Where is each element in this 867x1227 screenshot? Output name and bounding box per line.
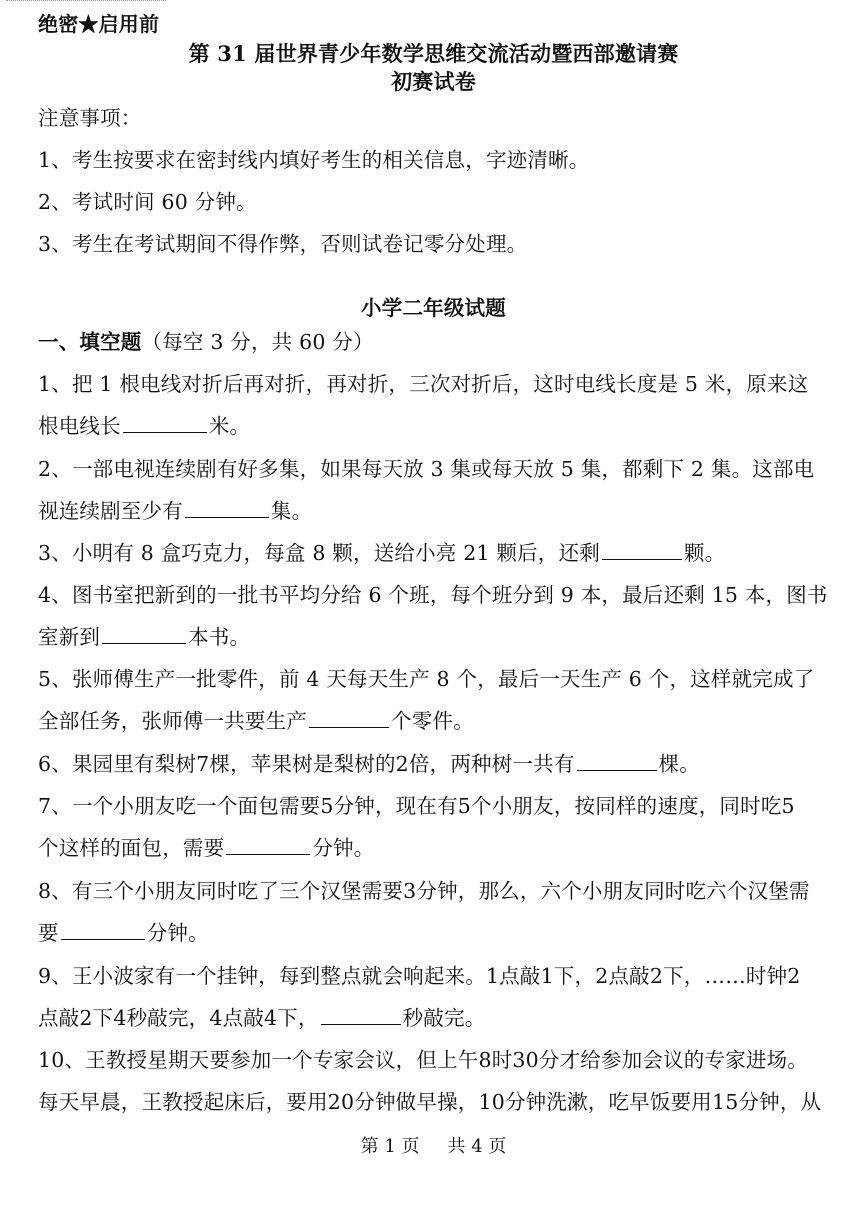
question-6 [38,750,837,778]
grade-title: 小学二年级试题 [361,296,506,320]
question-7-line-2 [38,834,837,862]
question-text: 分钟。 [146,921,209,945]
question-9-line-2 [38,1004,837,1032]
question-2-line-2 [38,497,837,525]
part1-heading [38,328,837,356]
notice-item-1: 1、考生按要求在密封线内填好考生的相关信息，字迹清晰。 [38,148,590,172]
page-footer [0,1135,867,1159]
question-text: 全部任务，张师傅一共要生产 [38,709,308,733]
question-4-line-1: 4、图书室把新到的一批书平均分给 6 个班，每个班分到 9 本，最后还剩 15 本，图书 [38,583,828,607]
question-2-line-1: 2、一部电视连续剧有好多集，如果每天放 3 集或每天放 5 集，都剩下 2 集。这部电 [38,457,815,481]
notice-item-3: 3、考生在考试期间不得作弊，否则试卷记零分处理。 [38,232,528,256]
question-5-line-1: 5、张师傅生产一批零件，前 4 天每天生产 8 个，最后一天生产 6 个，这样就完成了 [38,667,815,691]
question-1-line-1: 1、把 1 根电线对折后再对折，再对折，三次对折后，这时电线长度是 5 米，原来这 [38,372,809,396]
question-text: 6、果园里有梨树7棵，苹果树是梨树的2倍，两种树一共有 [38,752,575,776]
question-text: 本书。 [188,625,251,649]
question-text: 要 [38,921,59,945]
answer-blank-3[interactable] [602,539,682,560]
question-10-line-2: 每天早晨，王教授起床后，要用20分钟做早操，10分钟洗漱，吃早饭要用15分钟，从 [38,1090,822,1114]
question-text: 米。 [208,414,251,438]
question-text: 根电线长 [38,414,121,438]
top-edge-mark [6,0,166,7]
question-text: 分钟。 [312,836,375,860]
question-text: 点敲2下4秒敲完，4点敲4下， [38,1006,319,1030]
question-text: 视连续剧至少有 [38,499,183,523]
exam-title: 第 31 届世界青少年数学思维交流活动暨西部邀请赛 [188,41,679,66]
notice-item-2: 2、考试时间 60 分钟。 [38,190,257,214]
part1-label: 一、填空题 [38,330,142,354]
answer-blank-6[interactable] [577,750,657,771]
question-text: 个零件。 [391,709,474,733]
question-text: 颗。 [683,541,726,565]
question-text: 集。 [270,499,313,523]
question-8-line-2 [38,919,837,947]
question-text: 棵。 [658,752,700,776]
answer-blank-4[interactable] [102,623,186,644]
question-1-line-2 [38,412,837,440]
page-number: 第 1 页 [360,1136,420,1157]
answer-blank-9[interactable] [321,1004,401,1025]
question-text: 个这样的面包，需要 [38,836,225,860]
page-total: 共 4 页 [447,1136,507,1157]
answer-blank-1[interactable] [123,412,207,433]
exam-subtitle: 初赛试卷 [391,69,476,94]
question-8-line-1: 8、有三个小朋友同时吃了三个汉堡需要3分钟，那么，六个小朋友同时吃六个汉堡需 [38,879,810,903]
question-text: 3、小明有 8 盒巧克力，每盒 8 颗，送给小亮 21 颗后，还剩 [38,541,600,565]
question-7-line-1: 7、一个小朋友吃一个面包需要5分钟，现在有5个小朋友，按同样的速度，同时吃5 [38,794,795,818]
question-5-line-2 [38,707,837,735]
question-text: 秒敲完。 [402,1006,486,1030]
question-10-line-1: 10、王教授星期天要参加一个专家会议，但上午8时30分才给参加会议的专家进场。 [38,1048,809,1072]
question-3 [38,539,837,567]
question-9-line-1: 9、王小波家有一个挂钟，每到整点就会响起来。1点敲1下，2点敲2下，……时钟2 [38,964,801,988]
classification-label: 绝密★启用前 [38,12,160,36]
answer-blank-8[interactable] [61,919,145,940]
question-text: 室新到 [38,625,101,649]
question-4-line-2 [38,623,837,651]
answer-blank-2[interactable] [185,497,269,518]
answer-blank-7[interactable] [226,834,310,855]
part1-note: （每空 3 分，共 60 分） [141,330,374,354]
notice-heading: 注意事项： [38,106,142,130]
answer-blank-5[interactable] [309,707,389,728]
